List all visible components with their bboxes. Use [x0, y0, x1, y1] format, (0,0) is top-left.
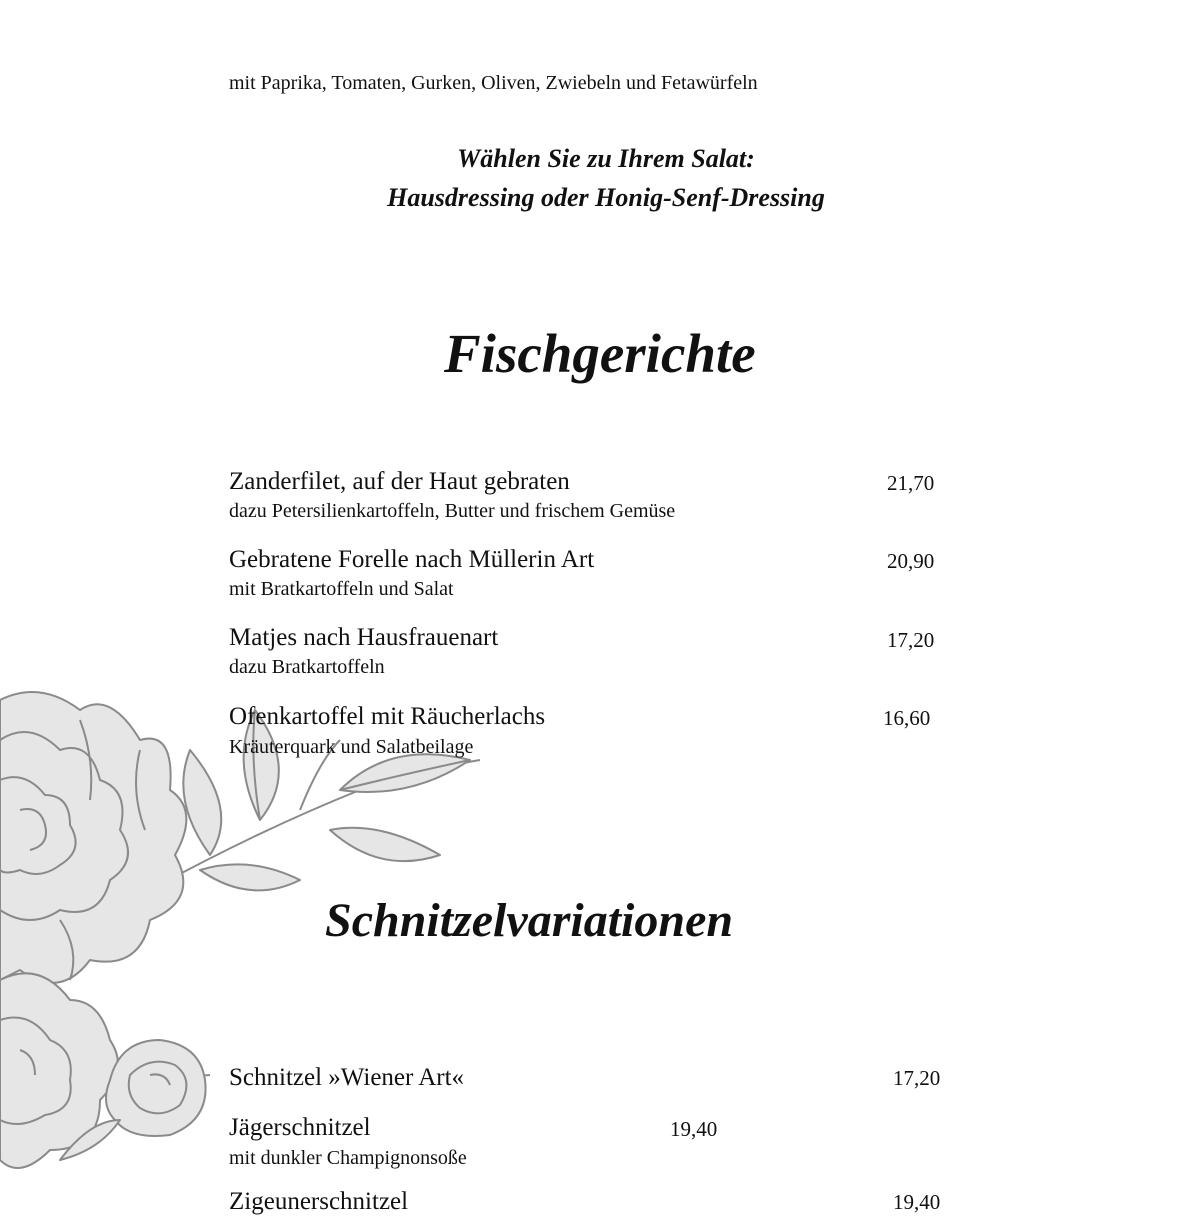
schnitzel-item-price: 19,40 [670, 1117, 718, 1141]
fish-item-price: 16,60 [883, 706, 931, 730]
fish-item-description: dazu Bratkartoffeln [229, 656, 385, 678]
salad-tail-description: mit Paprika, Tomaten, Gurken, Oliven, Zwiebeln und Fetawürfeln [229, 72, 758, 94]
fish-item-description: Kräuterquark und Salatbeilage [229, 736, 474, 758]
section-title-fish: Fischgerichte [444, 323, 756, 384]
fish-item-price: 17,20 [887, 628, 935, 652]
fish-item-description: dazu Petersilienkartoffeln, Butter und frischem Gemüse [229, 500, 676, 522]
schnitzel-item-price: 19,40 [893, 1190, 941, 1214]
fish-item-price: 20,90 [887, 549, 935, 573]
fish-item-name: Gebratene Forelle nach Müllerin Art [229, 546, 595, 573]
fish-item-price: 21,70 [887, 471, 935, 495]
schnitzel-item-description: mit dunkler Champignonsoße [229, 1147, 467, 1169]
section-title-schnitzel: Schnitzelvariationen [325, 894, 734, 947]
fish-item-name: Ofenkartoffel mit Räucherlachs [229, 703, 546, 730]
schnitzel-item-name: Jägerschnitzel [229, 1114, 371, 1141]
fish-item-name: Matjes nach Hausfrauenart [229, 624, 499, 651]
dressing-note-line-1: Wählen Sie zu Ihrem Salat: [457, 144, 755, 173]
schnitzel-item-name: Zigeunerschnitzel [229, 1188, 409, 1215]
dressing-note-line-2: Hausdressing oder Honig-Senf-Dressing [387, 183, 825, 212]
schnitzel-item-price: 17,20 [893, 1066, 941, 1090]
fish-item-name: Zanderfilet, auf der Haut gebraten [229, 468, 570, 495]
schnitzel-item-name: Schnitzel »Wiener Art« [229, 1064, 465, 1091]
fish-item-description: mit Bratkartoffeln und Salat [229, 578, 454, 600]
